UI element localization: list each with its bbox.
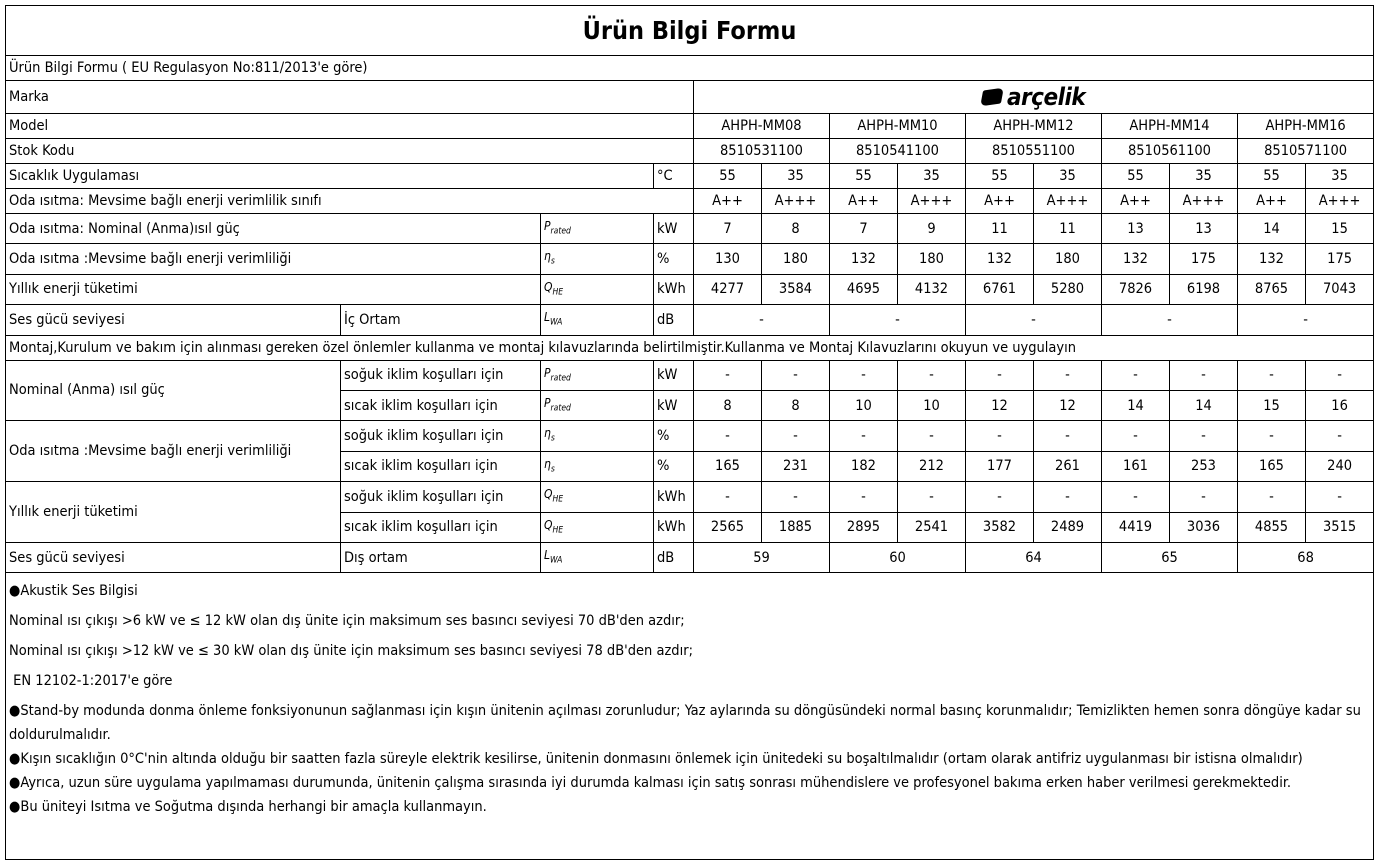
value-cell: - [830, 482, 898, 512]
value-cell: 175 [1306, 244, 1374, 274]
value-cell: 4855 [1238, 512, 1306, 542]
table-row [6, 214, 1374, 244]
table-row [6, 421, 1374, 451]
symbol [544, 395, 571, 414]
unit-cell: % [654, 244, 694, 274]
value-cell: - [1170, 421, 1238, 451]
value-cell: 4695 [830, 274, 898, 304]
symbol-sub: HE [552, 494, 564, 505]
symbol-cell [541, 274, 654, 304]
symbol-cell [541, 360, 654, 390]
sound-indoor-label: Ses gücü seviyesi [6, 305, 341, 335]
value-cell: - [1034, 360, 1102, 390]
model-label: Model [6, 114, 694, 139]
table-row [6, 360, 1374, 390]
value-cell: 8510541100 [830, 139, 966, 164]
value-cell: 11 [1034, 214, 1102, 244]
value-cell: - [762, 421, 830, 451]
page-title: Ürün Bilgi Formu [5, 5, 1374, 55]
value-cell: A++ [694, 189, 762, 214]
logo-mark-icon [980, 88, 1004, 107]
symbol-cell [541, 451, 654, 481]
value-cell: - [830, 421, 898, 451]
nominal-heat-label: Oda ısıtma: Nominal (Anma)ısıl güç [6, 214, 541, 244]
symbol [544, 547, 563, 566]
value-cell: 132 [1238, 244, 1306, 274]
value-cell: - [1238, 360, 1306, 390]
note-bullet-4: ●Bu üniteyi Isıtma ve Soğutma dışında herhangi bir amaçla kullanmayın. [9, 799, 487, 816]
unit-cell: kWh [654, 274, 694, 304]
value-cell: 165 [694, 451, 762, 481]
value-cell: 175 [1170, 244, 1238, 274]
symbol-cell [541, 421, 654, 451]
symbol-sub: s [550, 464, 555, 475]
value-cell: 35 [898, 164, 966, 189]
value-cell: 10 [830, 390, 898, 420]
unit-cell: kW [654, 360, 694, 390]
value-cell: 4277 [694, 274, 762, 304]
symbol-main: L [544, 310, 551, 325]
value-cell: 180 [1034, 244, 1102, 274]
value-cell: 7 [830, 214, 898, 244]
value-cell: AHPH-MM14 [1102, 114, 1238, 139]
value-cell: - [694, 421, 762, 451]
sound-indoor-sub: İç Ortam [341, 305, 541, 335]
symbol-main: P [544, 395, 551, 410]
acoustic-line-1: Nominal ısı çıkışı >6 kW ve ≤ 12 kW olan dış ünite için maksimum ses basıncı seviyesi 70 dB'den azdır; [9, 613, 685, 630]
value-cell: 2541 [898, 512, 966, 542]
value-cell: 212 [898, 451, 966, 481]
value-cell: - [762, 360, 830, 390]
stock-code-label: Stok Kodu [6, 139, 694, 164]
value-cell: 8510551100 [966, 139, 1102, 164]
table-row [6, 482, 1374, 512]
value-cell: 261 [1034, 451, 1102, 481]
value-cell: 3515 [1306, 512, 1374, 542]
table-row [6, 542, 1374, 572]
value-cell: - [1102, 421, 1170, 451]
value-cell: - [966, 421, 1034, 451]
value-cell: A+++ [1306, 189, 1374, 214]
symbol-cell [541, 512, 654, 542]
value-cell: 8510561100 [1102, 139, 1238, 164]
value-cell: 68 [1238, 542, 1374, 572]
symbol [544, 310, 563, 328]
value-cell: A++ [966, 189, 1034, 214]
symbol [544, 219, 571, 237]
value-cell: - [694, 482, 762, 512]
value-cell: 132 [1102, 244, 1170, 274]
subtitle: Ürün Bilgi Formu ( EU Regulasyon No:811/2013'e göre) [6, 56, 1374, 81]
symbol-cell [541, 305, 654, 335]
table-row [6, 56, 1374, 81]
symbol [544, 249, 555, 267]
value-cell: 180 [898, 244, 966, 274]
symbol-sub: rated [550, 226, 571, 237]
energy-class-label: Oda ısıtma: Mevsime bağlı enerji verimlilik sınıfı [6, 189, 694, 214]
value-cell: 3584 [762, 274, 830, 304]
value-cell: 8 [694, 390, 762, 420]
climate-cold-label: soğuk iklim koşulları için [341, 360, 541, 390]
value-cell: 55 [1102, 164, 1170, 189]
value-cell: 14 [1170, 390, 1238, 420]
value-cell: A+++ [762, 189, 830, 214]
value-cell: 13 [1102, 214, 1170, 244]
value-cell: - [1102, 360, 1170, 390]
value-cell: 60 [830, 542, 966, 572]
value-cell: 55 [694, 164, 762, 189]
value-cell: AHPH-MM16 [1238, 114, 1374, 139]
symbol-main: η [544, 426, 551, 441]
arcelik-logo [697, 85, 1370, 109]
unit-cell: dB [654, 305, 694, 335]
annual-energy-label: Yıllık enerji tüketimi [6, 274, 541, 304]
symbol [544, 426, 555, 444]
value-cell: 5280 [1034, 274, 1102, 304]
table-row [6, 164, 1374, 189]
climate-warm-label: sıcak iklim koşulları için [341, 512, 541, 542]
unit-cell: dB [654, 542, 694, 572]
spec-table [5, 55, 1374, 573]
value-cell: - [966, 305, 1102, 335]
climate-cold-label: soğuk iklim koşulları için [341, 482, 541, 512]
symbol-sub: rated [550, 372, 571, 383]
install-note: Montaj,Kurulum ve bakım için alınması gereken özel önlemler kullanma ve montaj kılavuzlarında belirtilmiştir.Kullanma ve Montaj Kılavuzlarını okuyun ve uygulayın [6, 335, 1374, 360]
acoustic-line-2: Nominal ısı çıkışı >12 kW ve ≤ 30 kW olan dış ünite için maksimum ses basıncı seviyesi 78 dB'den azdır; [9, 643, 693, 660]
value-cell: 6761 [966, 274, 1034, 304]
value-cell: 9 [898, 214, 966, 244]
value-cell: 55 [1238, 164, 1306, 189]
value-cell: - [830, 360, 898, 390]
symbol-sub: s [550, 433, 555, 444]
value-cell: 55 [830, 164, 898, 189]
symbol [544, 517, 564, 535]
value-cell: 8 [762, 390, 830, 420]
value-cell: 35 [762, 164, 830, 189]
value-cell: 14 [1238, 214, 1306, 244]
value-cell: - [762, 482, 830, 512]
value-cell: 11 [966, 214, 1034, 244]
value-cell: 253 [1170, 451, 1238, 481]
value-cell: - [1238, 305, 1374, 335]
value-cell: 13 [1170, 214, 1238, 244]
acoustic-title: ●Akustik Ses Bilgisi [9, 583, 138, 600]
product-info-form [5, 5, 1374, 860]
symbol-sub: HE [552, 524, 564, 535]
value-cell: 132 [966, 244, 1034, 274]
value-cell: 12 [966, 390, 1034, 420]
value-cell: 130 [694, 244, 762, 274]
table-row [6, 335, 1374, 360]
value-cell: 4419 [1102, 512, 1170, 542]
value-cell: 12 [1034, 390, 1102, 420]
value-cell: 8765 [1238, 274, 1306, 304]
unit-cell: kWh [654, 512, 694, 542]
value-cell: 2565 [694, 512, 762, 542]
value-cell: - [966, 360, 1034, 390]
value-cell: - [1306, 421, 1374, 451]
symbol-sub: WA [550, 317, 563, 328]
note-bullet-1: ●Stand-by modunda donma önleme fonksiyonunun sağlanması için kışın ünitenin açılması zorunludur; Yaz aylarında su döngüsündeki normal basınç korunmalıdır; Temizlikten hemen sonra döngüye kadar su doldurulmalıdır. [9, 703, 1361, 744]
value-cell: 14 [1102, 390, 1170, 420]
value-cell: A+++ [1170, 189, 1238, 214]
symbol-main: P [544, 219, 551, 233]
value-cell: - [1102, 482, 1170, 512]
unit-cell: kW [654, 214, 694, 244]
value-cell: 15 [1306, 214, 1374, 244]
unit-cell: °C [654, 164, 694, 189]
value-cell: - [966, 482, 1034, 512]
table-row [6, 189, 1374, 214]
value-cell: 64 [966, 542, 1102, 572]
climate-warm-label: sıcak iklim koşulları için [341, 390, 541, 420]
value-cell: 7043 [1306, 274, 1374, 304]
symbol-main: L [544, 547, 551, 562]
value-cell: AHPH-MM12 [966, 114, 1102, 139]
value-cell: 35 [1034, 164, 1102, 189]
symbol-cell [541, 542, 654, 572]
value-cell: 161 [1102, 451, 1170, 481]
symbol-cell [541, 214, 654, 244]
unit-cell: % [654, 421, 694, 451]
table-row [6, 274, 1374, 304]
temp-app-label: Sıcaklık Uygulaması [6, 164, 654, 189]
symbol [544, 487, 564, 505]
notes-section [5, 573, 1374, 860]
value-cell: - [830, 305, 966, 335]
climate-warm-label: sıcak iklim koşulları için [341, 451, 541, 481]
value-cell: 165 [1238, 451, 1306, 481]
value-cell: 6198 [1170, 274, 1238, 304]
climate-cold-label: soğuk iklim koşulları için [341, 421, 541, 451]
table-row [6, 81, 1374, 114]
value-cell: - [1034, 482, 1102, 512]
value-cell: - [1238, 421, 1306, 451]
value-cell: A++ [1102, 189, 1170, 214]
value-cell: 231 [762, 451, 830, 481]
value-cell: AHPH-MM10 [830, 114, 966, 139]
value-cell: 8510531100 [694, 139, 830, 164]
table-row [6, 139, 1374, 164]
table-row [6, 244, 1374, 274]
note-bullet-2: ●Kışın sıcaklığın 0°C'nin altında olduğu bir saatten fazla süreyle elektrik kesilirse, ünitenin donmasını önlemek için ünitedeki su boşaltılmalıdır (ortam olarak antifriz uygulanması bir istisna olmalıdır) [9, 751, 1303, 768]
value-cell: 2489 [1034, 512, 1102, 542]
value-cell: - [1306, 482, 1374, 512]
value-cell: A++ [830, 189, 898, 214]
value-cell: 8510571100 [1238, 139, 1374, 164]
sound-outdoor-label: Ses gücü seviyesi [6, 542, 341, 572]
brand-logo-cell [694, 81, 1374, 114]
energy-climate-label: Yıllık enerji tüketimi [6, 482, 341, 543]
brand-label: Marka [6, 81, 694, 114]
value-cell: - [898, 421, 966, 451]
symbol-sub: s [550, 256, 555, 267]
symbol-sub: HE [552, 287, 564, 298]
value-cell: - [898, 482, 966, 512]
symbol-main: Q [544, 517, 553, 532]
eff-climate-label: Oda ısıtma :Mevsime bağlı enerji verimliliği [6, 421, 341, 482]
value-cell: 4132 [898, 274, 966, 304]
symbol-main: η [544, 249, 551, 264]
value-cell: - [1170, 360, 1238, 390]
symbol-sub: rated [550, 403, 571, 414]
symbol-sub: WA [550, 555, 563, 566]
table-row [6, 305, 1374, 335]
value-cell: 240 [1306, 451, 1374, 481]
value-cell: - [694, 305, 830, 335]
value-cell: 35 [1170, 164, 1238, 189]
value-cell: 16 [1306, 390, 1374, 420]
symbol [544, 456, 555, 475]
symbol-cell [541, 482, 654, 512]
unit-cell: kWh [654, 482, 694, 512]
value-cell: 59 [694, 542, 830, 572]
value-cell: 1885 [762, 512, 830, 542]
symbol-main: P [544, 365, 551, 380]
value-cell: A++ [1238, 189, 1306, 214]
symbol-cell [541, 244, 654, 274]
value-cell: 182 [830, 451, 898, 481]
value-cell: 10 [898, 390, 966, 420]
value-cell: AHPH-MM08 [694, 114, 830, 139]
value-cell: 3036 [1170, 512, 1238, 542]
value-cell: 8 [762, 214, 830, 244]
value-cell: 15 [1238, 390, 1306, 420]
symbol-main: η [544, 456, 551, 471]
value-cell: - [898, 360, 966, 390]
acoustic-line-3: EN 12102-1:2017'e göre [9, 673, 173, 690]
seasonal-eff-label: Oda ısıtma :Mevsime bağlı enerji verimliliği [6, 244, 541, 274]
note-bullet-3: ●Ayrıca, uzun süre uygulama yapılmaması durumunda, ünitenin çalışma sırasında iyi durumda kalması için satış sonrası mühendislere ve profesyonel bakıma erken haber verilmesi gerekmektedir. [9, 775, 1292, 792]
value-cell: A+++ [1034, 189, 1102, 214]
value-cell: 3582 [966, 512, 1034, 542]
value-cell: 65 [1102, 542, 1238, 572]
logo-text: arçelik [1006, 83, 1086, 111]
symbol [544, 279, 564, 298]
value-cell: - [1102, 305, 1238, 335]
value-cell: 177 [966, 451, 1034, 481]
sound-outdoor-sub: Dış ortam [341, 542, 541, 572]
value-cell: 35 [1306, 164, 1374, 189]
nominal-climate-label: Nominal (Anma) ısıl güç [6, 360, 341, 421]
value-cell: - [694, 360, 762, 390]
value-cell: 7826 [1102, 274, 1170, 304]
value-cell: 7 [694, 214, 762, 244]
value-cell: 2895 [830, 512, 898, 542]
symbol-main: Q [544, 279, 553, 294]
unit-cell: kW [654, 390, 694, 420]
value-cell: A+++ [898, 189, 966, 214]
symbol [544, 365, 571, 383]
value-cell: - [1170, 482, 1238, 512]
value-cell: 55 [966, 164, 1034, 189]
symbol-cell [541, 390, 654, 420]
unit-cell: % [654, 451, 694, 481]
value-cell: - [1306, 360, 1374, 390]
value-cell: 180 [762, 244, 830, 274]
value-cell: - [1238, 482, 1306, 512]
value-cell: 132 [830, 244, 898, 274]
value-cell: - [1034, 421, 1102, 451]
symbol-main: Q [544, 487, 553, 502]
table-row [6, 114, 1374, 139]
